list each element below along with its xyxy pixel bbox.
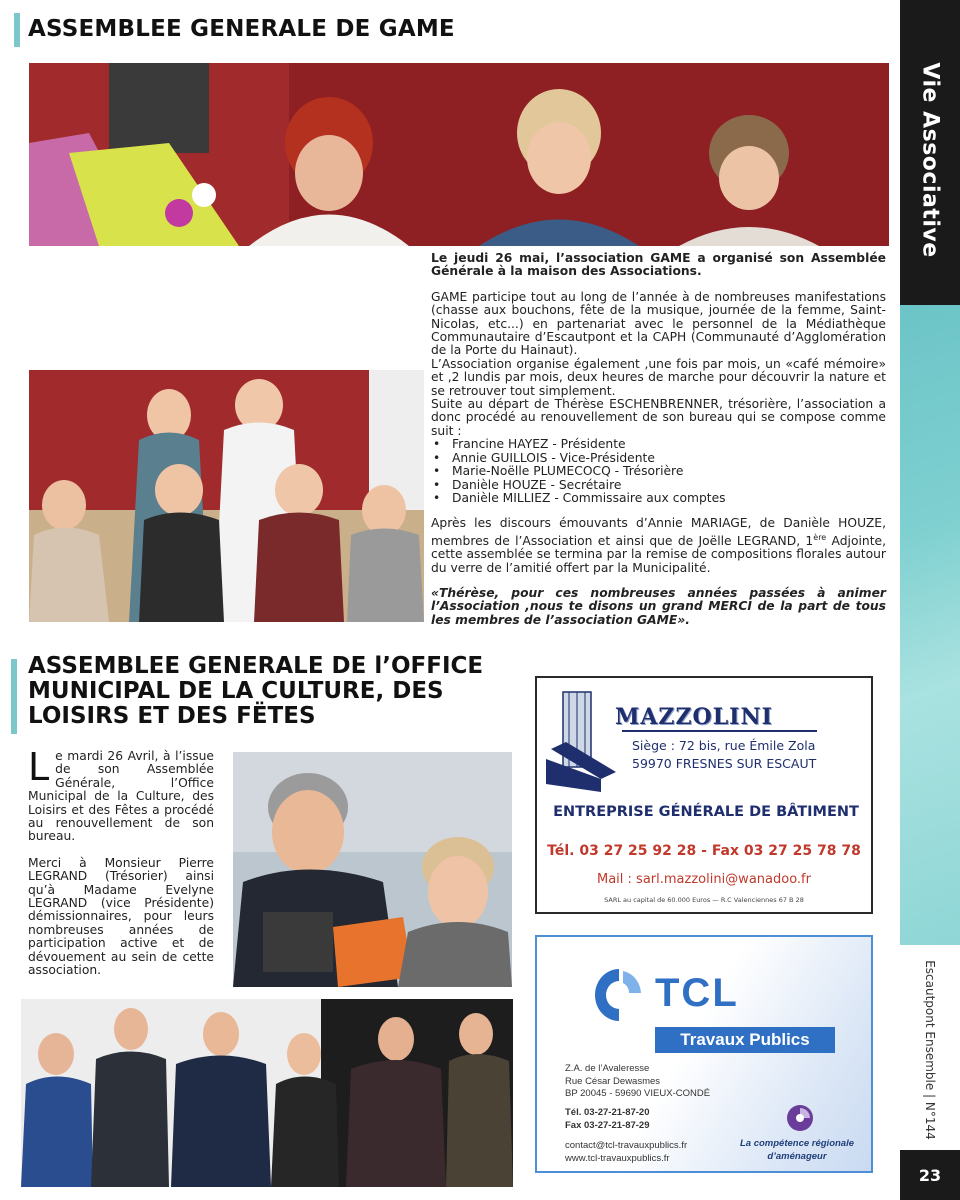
tcl-banner: Travaux Publics [655, 1027, 835, 1053]
divider [622, 730, 817, 732]
side-band-teal [900, 305, 960, 945]
title-accent-bar [11, 659, 17, 734]
mazzolini-name: MAZZOLINI [615, 704, 773, 730]
photo-ommcl-bureau [21, 999, 513, 1187]
list-item: • Francine HAYEZ - Présidente [431, 438, 886, 451]
photo-legrand-couple [233, 752, 512, 987]
tcl-address: Z.A. de l’Avaleresse Rue César Dewasmes BP 20045 - 59690 VIEUX-CONDÉ [565, 1063, 711, 1099]
tcl-slogan: La compétence régionale d’aménageur [739, 1138, 855, 1162]
tcl-name: TCL [655, 971, 739, 1015]
title-accent-bar [14, 13, 20, 47]
list-item: • Danièle HOUZE - Secrétaire [431, 479, 886, 492]
tcl-emblem-icon [785, 1102, 815, 1134]
article1-paragraph: Après les discours émouvants d’Annie MARIAGE, de Danièle HOUZE, membres de l’Association et ainsi que de Joëlle LEGRAND, 1ère Adjointe, cette assemblée se termina par la remise de compositions florales autour du verre de l’amitié offert par la Municipalité. [431, 516, 886, 575]
tcl-phones: Tél. 03-27-21-87-20 Fax 03-27-21-87-29 [565, 1107, 650, 1131]
article1-quote: «Thérèse, pour ces nombreuses années passées à animer l’Association ,nous te disons un grand MERCI de la part de tous les membres de l’association GAME». [431, 586, 886, 627]
ad-mazzolini [535, 676, 873, 914]
article2-body [28, 745, 214, 978]
mazzolini-legal: SARL au capital de 60.000 Euros — R.C Valenciennes 67 B 28 [604, 896, 804, 904]
page-number: 23 [918, 1165, 942, 1185]
bureau-list [431, 438, 886, 505]
mazzolini-address1: Siège : 72 bis, rue Émile Zola [632, 738, 816, 753]
mazzolini-mail: Mail : sarl.mazzolini@wanadoo.fr [597, 872, 811, 887]
tcl-logo-icon [593, 965, 645, 1025]
photo-game-group [29, 370, 424, 622]
mazzolini-phones: Tél. 03 27 25 92 28 - Fax 03 27 25 78 78 [547, 843, 861, 859]
photo-game-speakers [29, 63, 889, 246]
article1-body [431, 252, 886, 627]
dropcap: L [28, 745, 50, 789]
magazine-issue: Escautpont Ensemble | N°144 [923, 960, 937, 1140]
article1-title: ASSEMBLEE GENERALE DE GAME [28, 16, 455, 42]
article1-paragraph: Suite au départ de Thérèse ESCHENBRENNER, trésorière, l’association a donc procédé au renouvellement de son bureau qui se compose comme suit : [431, 397, 886, 438]
article1-lead: Le jeudi 26 mai, l’association GAME a organisé son Assemblée Générale à la maison des Associations. [431, 251, 886, 279]
article2-paragraph: Merci à Monsieur Pierre LEGRAND (Trésorier) ainsi qu’à Madame Evelyne LEGRAND (vice Présidente) démissionnaires, pour leurs nombreuses années de participation active et de dévouement au sein de cette association. [28, 855, 214, 978]
mazzolini-address2: 59970 FRESNES SUR ESCAUT [632, 756, 817, 771]
list-item: • Danièle MILLIEZ - Commissaire aux comptes [431, 492, 886, 505]
article2-title: ASSEMBLEE GENERALE DE l’OFFICE MUNICIPAL DE LA CULTURE, DES LOISIRS ET DES FËTES [28, 653, 484, 729]
building-logo-icon [541, 684, 621, 794]
list-item: • Marie-Noëlle PLUMECOCQ - Trésorière [431, 465, 886, 478]
section-label: Vie Associative [917, 62, 943, 258]
tcl-contact: contact@tcl-travauxpublics.fr www.tcl-travauxpublics.fr [565, 1140, 688, 1164]
ad-tcl [535, 935, 873, 1173]
list-item: • Annie GUILLOIS - Vice-Présidente [431, 452, 886, 465]
article1-paragraph: L’Association organise également ,une fois par mois, un «café mémoire» et ,2 lundis par mois, deux heures de marche pour découvrir la nature et se retrouver tout simplement. [431, 356, 886, 398]
mazzolini-activity: ENTREPRISE GÉNÉRALE DE BÂTIMENT [553, 804, 859, 820]
article2-paragraph: e mardi 26 Avril, à l’issue de son Assemblée Générale, l’Office Municipal de la Culture, des Loisirs et des Fêtes a procédé au renouvellement de son bureau. [28, 749, 214, 844]
article1-paragraph: GAME participe tout au long de l’année à de nombreuses manifestations (chasse aux bouchons, fête de la musique, journée de la femme, Saint-Nicolas, etc...) en partenariat avec le personnel de la Médiathèque Communautaire d’Escautpont et la CAPH (Communauté d’Agglomération de la Porte du Hainaut). [431, 289, 886, 358]
